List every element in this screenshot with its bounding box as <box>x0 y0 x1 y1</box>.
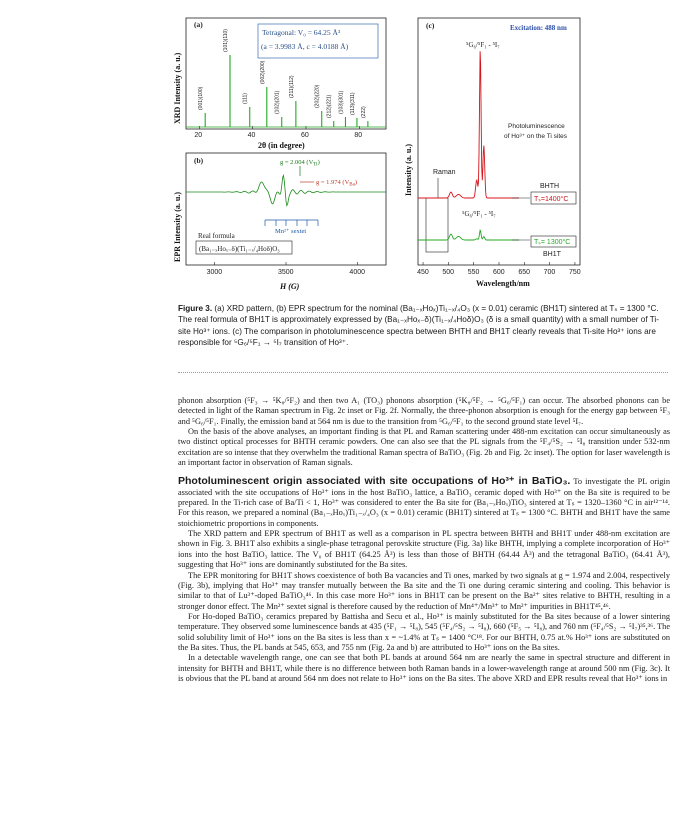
panel-a-legend-line2: (a = 3.9983 Å, c = 4.0188 Å) <box>261 42 349 51</box>
paragraph-2: On the basis of the above analyses, an important finding is that PL and Raman scattering under 488-nm excitation can occur simultaneously as two distinct optical processes for BHTH ceramic powders. One can also see that the PL signals from the ⁵F₄/⁵S₂ → ⁵I₈ transition under 532-nm excitation are so intense that they overwhelm the traditional Raman spectra of BaTiO₃ (Fig. 2b and Fig. 2c inset). The option for laser wavelength is an important factor in observation of Raman signals. <box>178 427 670 468</box>
xrd-xtick-label-3: 80 <box>354 132 363 139</box>
bh1t-temp: Tₛ= 1300°C <box>534 239 571 246</box>
mn-sextet-markers <box>265 220 318 226</box>
figure-3 <box>0 0 688 300</box>
epr-xtick-label-2: 4000 <box>349 269 366 276</box>
panel-a-legend-line1: Tetragonal: V₀ = 64.25 Å³ <box>262 28 341 37</box>
pl-xtick-label-6: 750 <box>568 269 581 276</box>
xrd-peak-label-9: (113)(311) <box>349 92 356 115</box>
pl-xtick-label-2: 550 <box>467 269 480 276</box>
epr-xtick-label-1: 3500 <box>278 269 294 276</box>
formula-label: Real formula <box>198 232 235 240</box>
xrd-peak-label-6: (202)(220) <box>314 84 321 108</box>
xrd-peak-label-10: (222) <box>360 106 367 118</box>
panel-c-ylabel: Intensity (a. u.) <box>404 143 413 196</box>
figure-3-svg <box>0 0 688 300</box>
xrd-peak-label-7: (212)(221) <box>326 94 333 118</box>
xrd-peak-label-5: (211)(112) <box>288 75 295 98</box>
xrd-peak-label-0: (001)(100) <box>198 86 205 110</box>
pl-xtick-label-3: 600 <box>493 269 505 276</box>
xrd-peak-label-2: (111) <box>242 93 249 104</box>
epr-xtick-label-0: 3000 <box>206 269 223 276</box>
panel-b-tag: (b) <box>194 156 204 165</box>
caption-text: (a) XRD pattern, (b) EPR spectrum for the nominal (Ba₁₋ₓHoₓ)Ti₁₋ₓ/₄O₃ (x = 0.01) ceramic (BH1T) sintered at Tₛ = 1300 °C. The real formula of BH1T is approximately expressed by (Ba₁₋ₓHoₓ₋δ)(Ti₁₋ₓ/₄Hoδ)O₃ (δ is a small quantity) with a small number of Ti-site Ho³⁺ ions. (c) The comparison in photoluminescence spectra between BHTH and BH1T clearly reveals that Ti-site Ho³⁺ ions are responsible for ⁵G₆/⁵F₁ → ⁵I₇ transition of Ho³⁺. <box>178 304 659 348</box>
raman-label: Raman <box>433 169 456 176</box>
paragraph-5: The EPR monitoring for BH1T shows coexistence of both Ba vacancies and Ti ones, marked by two signals at g = 1.974 and 2.004, respectively (Fig. 3b), implying that Ho³⁺ may transfer mutually between the Ba site and the Ti one during ceramic sintering and cooling. This behavior is similar to that of Lu³⁺-doped BaTiO₃⁴⁶. In this case more Ho³⁺ ions in BH1T can be present on the Ba²⁺ sites relative to BHTH, resulting in a stronger donor effect. The Mn²⁺ sextet signal is therefore caused by the reduction of Mn⁴⁺/Mn³⁺ to Mn²⁺ impurities in BH1T⁴⁵,⁴⁶. <box>178 570 670 611</box>
paragraph-4: The XRD pattern and EPR spectrum of BH1T as well as a comparison in PL spectra between BHTH and BH1T under 488-nm excitation are shown in Fig. 3. BH1T also exhibits a single-phase tetragonal perovskite structure (Fig. 3a) like BHTH, implying a complete incorporation of Ho³⁺ ions into the host BaTiO₃ lattice. The V₀ of BH1T (64.25 Å³) is less than those of BHTH (64.44 Å³) and the tetragonal BaTiO₃ (64.41 Å³), suggesting that Ho³⁺ ions are dominantly substituted for the Ba sites. <box>178 529 670 570</box>
section-ho-site <box>178 476 670 529</box>
bhth-label: BHTH <box>540 183 560 190</box>
panel-b-ylabel: EPR Intensity (a. u.) <box>173 191 182 262</box>
xrd-xticks <box>194 126 362 139</box>
figure-caption <box>178 303 668 349</box>
caption-divider <box>178 372 668 373</box>
pl-xtick-label-1: 500 <box>442 269 455 276</box>
caption-label: Figure 3. <box>178 304 213 313</box>
xrd-xtick-label-2: 60 <box>301 132 309 139</box>
excitation-label: Excitation: 488 nm <box>510 24 567 32</box>
raman-box <box>426 198 448 252</box>
panel-c-tag: (c) <box>426 21 435 30</box>
pl-note-line1: Photoluminescence <box>508 123 565 130</box>
panel-c-xlabel: Wavelength/nm <box>476 279 530 288</box>
paragraph-7: In a detectable wavelength range, one can see that both PL bands at around 564 nm are nearly the same in spectral structure and different in intensity for BHTH and BH1T, while there is no difference between both Raman bands in a lower-wavelength range at around 500 nm (Fig. 3c). It is obvious that the PL band at around 564 nm does not relate to Ho³⁺ ions on the Ba sites. The above XRD and EPR results reveal that Ho³⁺ ions in <box>178 653 670 683</box>
pl-xtick-label-5: 700 <box>543 269 556 276</box>
mn-sextet-label: Mn²⁺ sextet <box>275 228 307 235</box>
panel-a-xlabel: 2θ (in degree) <box>258 141 305 150</box>
pl-xtick-label-0: 450 <box>417 269 429 276</box>
xrd-peak-label-8: (103)(301) <box>338 90 345 114</box>
panel-b-xlabel: H (G) <box>280 282 300 291</box>
panel-a-tag: (a) <box>194 20 203 29</box>
paragraph-6: For Ho-doped BaTiO₃ ceramics prepared by Battisha and Secu et al., Ho³⁺ is mainly substituted for the Ba sites because of a lower sintering temperature. They observed some luminescence bands at 435 (⁵F₁ → ⁵I₈), 545 (⁵F₄/⁵S₂ → ⁵I₈), 660 (⁵F₅ → ⁵I₈), and 760 nm (⁵F₄/⁵S₂ → ⁵I₇)³⁵,³⁶. The solid solubility limit of Ho³⁺ ions on the Ba sites is less than x = ~1.4% at Tₛ = 1400 °C¹⁸. For our BHTH, 0.75 at.% Ho³⁺ ions are substituted on the Ba sites. Thus, the PL bands at 545, 653, and 755 nm (Fig. 2a and b) are attributed to Ho³⁺ ions on the Ba sites. <box>178 611 670 652</box>
panel-a-ylabel: XRD Intensity (a. u.) <box>173 52 182 124</box>
bhth-temp: Tₛ=1400°C <box>534 196 569 203</box>
xrd-peak-label-4: (102)(201) <box>274 90 281 114</box>
section-heading: Photoluminescent origin associated with site occupations of Ho³⁺ in BaTiO₃. <box>178 475 571 488</box>
bh1t-label: BH1T <box>543 251 561 258</box>
transition-mid-label: ⁵G₆/⁵F₁ - ⁵I₇ <box>462 210 496 218</box>
pl-xtick-label-4: 650 <box>518 269 530 276</box>
article-body <box>178 396 670 684</box>
epr-xticks <box>207 262 366 276</box>
xrd-xtick-label-1: 40 <box>247 132 256 139</box>
pl-note-line2: of Ho³⁺ on the Ti sites <box>504 133 568 140</box>
pl-bh1t-trace <box>418 230 519 240</box>
pl-xticks <box>417 262 581 276</box>
epr-g1-label: g = 2.004 $(V_{Ti})$ <box>280 159 320 168</box>
xrd-xtick-label-0: 20 <box>194 132 203 139</box>
panel-c-frame <box>418 18 580 265</box>
paragraph-3: To investigate the PL origin associated with the site occupations of Ho³⁺ ions in the host BaTiO₃ lattice, a BaTiO₃ ceramic doped with Ho³⁺ on the Ba site is required to be prepared. In the Ti-rich case of Ba/Ti < 1, Ho³⁺ was considered to enter the Ba site for (Ba₁₋ₓHoₓ)TiO₃ sintered at Tₛ = 1320–1360 °C in air¹²⁻¹⁴. For this reason, we prepared a nominal (Ba₁₋ₓHoₓ)Ti₁₋ₓ/₄O₃ (x = 0.01) ceramic (BH1T) sintered at Tₛ = 1300 °C. BHTH and BH1T have the same stoichiometric proportions in components. <box>178 477 670 528</box>
formula-text: (Ba₁₋ₓHoₓ₋δ)(Ti₁₋ₓ/₄Hoδ)O₃ <box>199 245 280 253</box>
xrd-peak-label-1: (101)(110) <box>223 29 229 52</box>
paragraph-1: phonon absorption (⁵F₃ → ⁵K₈/⁵F₂) and then two A₁ (TO₃) phonons absorption (⁵K₈/⁵F₂ → ⁵G₆/⁵F₁) can occur. The absorbed phonons can be detected in light of the Raman spectrum in Fig. 2c inset or Fig. 2f. Normally, the three-phonon absorption is enough for the energy gap between ⁵F₃ and ⁵G₆/⁵F₁. Finally, the emission band at 564 nm is due to the transition from ⁵G₆/⁵F₁ to the second ground state level ⁵I₇. <box>178 396 670 426</box>
xrd-peak-label-3: (002)(200) <box>259 60 266 84</box>
transition-top-label: ⁵G₆/⁵F₁ - ⁵I₇ <box>466 41 500 49</box>
epr-g2-label: g = 1.974 $(V_{Ba})$ <box>316 179 358 188</box>
